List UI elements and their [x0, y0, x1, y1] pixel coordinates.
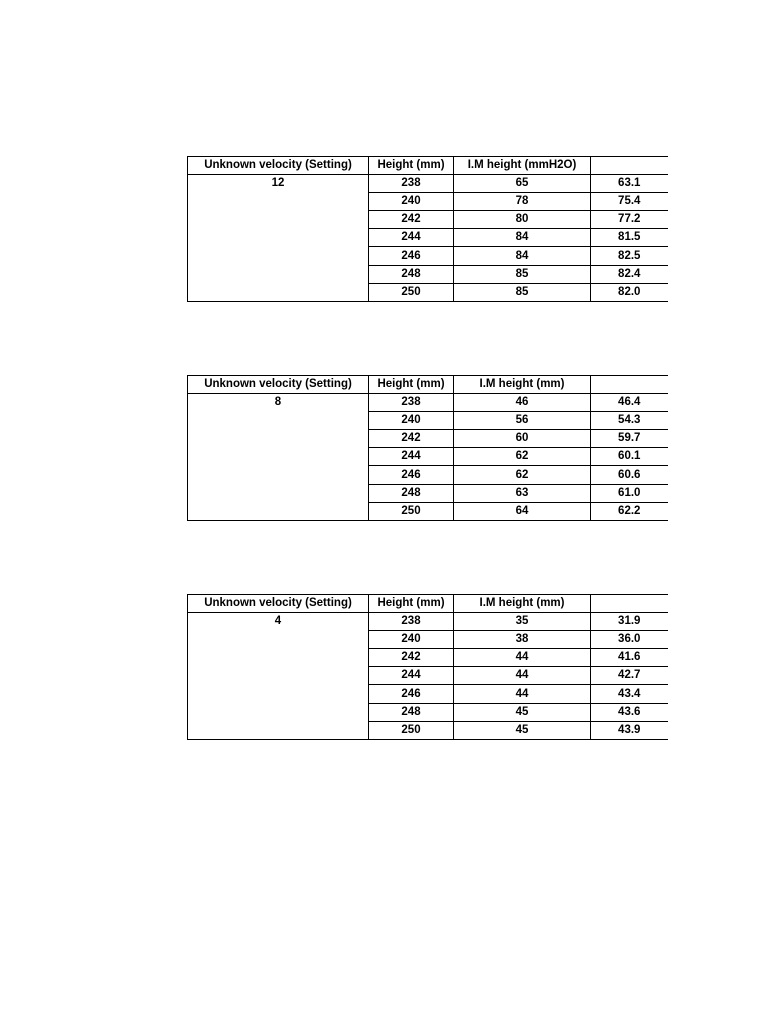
- table-row: [188, 175, 668, 193]
- table-header-row: [188, 157, 668, 175]
- im-height-cell: 44: [454, 667, 591, 685]
- value-cell: 60.1: [591, 448, 668, 466]
- im-height-cell: 85: [454, 283, 591, 301]
- im-height-cell: 85: [454, 265, 591, 283]
- value-cell: 62.2: [591, 502, 668, 520]
- value-cell: 41.6: [591, 649, 668, 667]
- value-cell: 43.6: [591, 703, 668, 721]
- velocity-table-setting-8: [187, 375, 668, 521]
- im-height-cell: 44: [454, 649, 591, 667]
- value-cell: 43.4: [591, 685, 668, 703]
- header-im-height: I.M height (mm): [454, 595, 591, 613]
- value-cell: 81.5: [591, 229, 668, 247]
- height-cell: 250: [369, 283, 454, 301]
- im-height-cell: 84: [454, 229, 591, 247]
- height-cell: 242: [369, 430, 454, 448]
- height-cell: 250: [369, 721, 454, 739]
- im-height-cell: 45: [454, 721, 591, 739]
- height-cell: 246: [369, 247, 454, 265]
- height-cell: 242: [369, 649, 454, 667]
- header-blank: [591, 376, 668, 394]
- table-header-row: [188, 376, 668, 394]
- header-im-height: I.M height (mmH2O): [454, 157, 591, 175]
- velocity-table-setting-12: [187, 156, 668, 302]
- value-cell: 61.0: [591, 484, 668, 502]
- header-unknown-velocity: Unknown velocity (Setting): [188, 595, 369, 613]
- im-height-cell: 62: [454, 466, 591, 484]
- header-unknown-velocity: Unknown velocity (Setting): [188, 157, 369, 175]
- value-cell: 82.4: [591, 265, 668, 283]
- setting-value: 12: [188, 175, 369, 302]
- height-cell: 238: [369, 613, 454, 631]
- header-blank: [591, 595, 668, 613]
- velocity-table-setting-4: [187, 594, 668, 740]
- value-cell: 46.4: [591, 394, 668, 412]
- value-cell: 42.7: [591, 667, 668, 685]
- value-cell: 36.0: [591, 631, 668, 649]
- value-cell: 77.2: [591, 211, 668, 229]
- im-height-cell: 35: [454, 613, 591, 631]
- im-height-cell: 84: [454, 247, 591, 265]
- header-unknown-velocity: Unknown velocity (Setting): [188, 376, 369, 394]
- height-cell: 248: [369, 484, 454, 502]
- im-height-cell: 78: [454, 193, 591, 211]
- height-cell: 244: [369, 229, 454, 247]
- height-cell: 248: [369, 703, 454, 721]
- height-cell: 250: [369, 502, 454, 520]
- height-cell: 244: [369, 448, 454, 466]
- header-height: Height (mm): [369, 595, 454, 613]
- height-cell: 242: [369, 211, 454, 229]
- header-height: Height (mm): [369, 376, 454, 394]
- value-cell: 54.3: [591, 412, 668, 430]
- header-height: Height (mm): [369, 157, 454, 175]
- im-height-cell: 38: [454, 631, 591, 649]
- value-cell: 82.5: [591, 247, 668, 265]
- im-height-cell: 44: [454, 685, 591, 703]
- height-cell: 246: [369, 685, 454, 703]
- table-row: [188, 394, 668, 412]
- im-height-cell: 45: [454, 703, 591, 721]
- height-cell: 246: [369, 466, 454, 484]
- im-height-cell: 60: [454, 430, 591, 448]
- value-cell: 43.9: [591, 721, 668, 739]
- height-cell: 248: [369, 265, 454, 283]
- im-height-cell: 64: [454, 502, 591, 520]
- table-row: [188, 613, 668, 631]
- im-height-cell: 46: [454, 394, 591, 412]
- height-cell: 240: [369, 193, 454, 211]
- value-cell: 75.4: [591, 193, 668, 211]
- value-cell: 31.9: [591, 613, 668, 631]
- value-cell: 60.6: [591, 466, 668, 484]
- value-cell: 59.7: [591, 430, 668, 448]
- height-cell: 238: [369, 175, 454, 193]
- height-cell: 244: [369, 667, 454, 685]
- value-cell: 63.1: [591, 175, 668, 193]
- height-cell: 238: [369, 394, 454, 412]
- im-height-cell: 63: [454, 484, 591, 502]
- setting-value: 8: [188, 394, 369, 521]
- height-cell: 240: [369, 631, 454, 649]
- header-im-height: I.M height (mm): [454, 376, 591, 394]
- im-height-cell: 80: [454, 211, 591, 229]
- im-height-cell: 62: [454, 448, 591, 466]
- height-cell: 240: [369, 412, 454, 430]
- im-height-cell: 56: [454, 412, 591, 430]
- setting-value: 4: [188, 613, 369, 740]
- table-header-row: [188, 595, 668, 613]
- value-cell: 82.0: [591, 283, 668, 301]
- im-height-cell: 65: [454, 175, 591, 193]
- header-blank: [591, 157, 668, 175]
